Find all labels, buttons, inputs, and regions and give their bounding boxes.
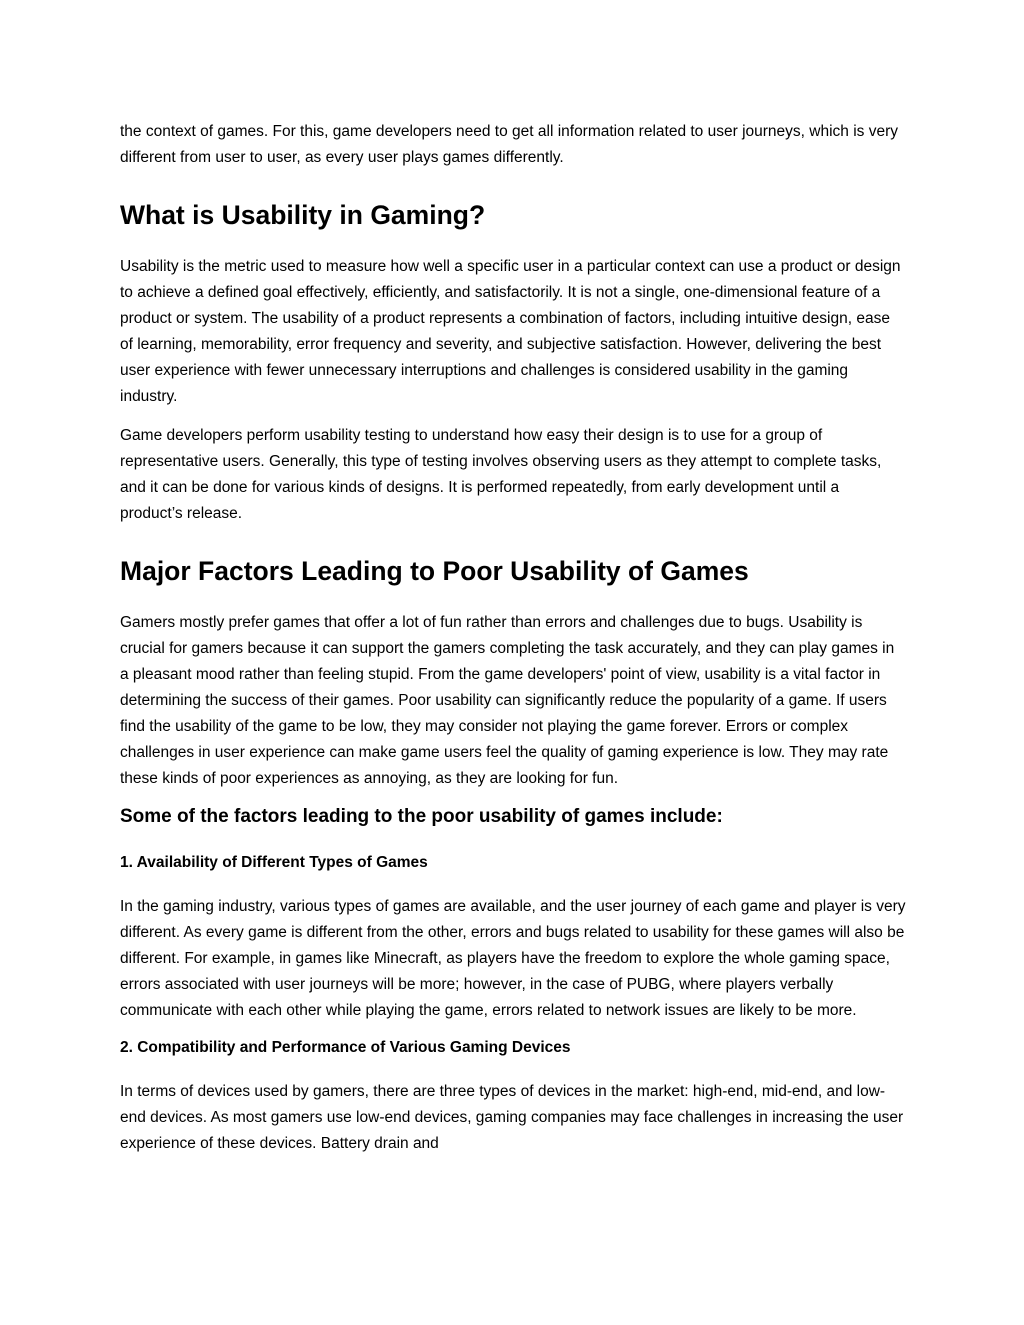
factor-title-compatibility: 2. Compatibility and Performance of Various Gaming Devices	[120, 1039, 571, 1056]
subheading-factors-list: Some of the factors leading to the poor usability of games include:	[120, 806, 723, 827]
factor-paragraph-compatibility: In terms of devices used by gamers, there are three types of devices in the market: high-end, mid-end, and low-end devices. As most gamers use low-end devices, gaming companies may face challenges in increasing the user experience of these devices. Battery drain and	[120, 1083, 904, 1152]
body-paragraph-usability-testing: Game developers perform usability testing to understand how easy their design is to use for a group of representative users. Generally, this type of testing involves observing users as they attempt to complete tasks, and it can be done for various kinds of designs. It is performed repeatedly, from early development until a product’s release.	[120, 427, 882, 522]
body-paragraph-gamers-preference: Gamers mostly prefer games that offer a lot of fun rather than errors and challenges due to bugs. Usability is crucial for gamers because it can support the gamers completing the task accurately, and they can play games in a pleasant mood rather than feeling stupid. From the game developers' point of view, usability is a vital factor in determining the success of their games. Poor usability can significantly reduce the popularity of a game. If users find the usability of the game to be low, they may consider not playing the game forever. Errors or complex challenges in user experience can make game users feel the quality of gaming experience is low. They may rate these kinds of poor experiences as annoying, as they are looking for fun.	[120, 614, 895, 787]
factor-title-availability: 1. Availability of Different Types of Games	[120, 854, 428, 871]
factor-paragraph-availability: In the gaming industry, various types of games are available, and the user journey of each game and player is very different. As every game is different from the other, errors and bugs related to usability for these games will also be different. For example, in games like Minecraft, as players have the freedom to explore the whole gaming space, errors associated with user journeys will be more; however, in the case of PUBG, where players verbally communicate with each other while playing the game, errors related to network issues are likely to be more.	[120, 898, 906, 1019]
section-heading-major-factors: Major Factors Leading to Poor Usability of Games	[120, 556, 749, 586]
intro-paragraph: the context of games. For this, game developers need to get all information related to user journeys, which is very different from user to user, as every user plays games differently.	[120, 123, 898, 166]
section-heading-usability-in-gaming: What is Usability in Gaming?	[120, 200, 486, 230]
body-paragraph-usability-definition: Usability is the metric used to measure how well a specific user in a particular context can use a product or design to achieve a defined goal effectively, efficiently, and satisfactorily. It is not a single, one-dimensional feature of a product or system. The usability of a product represents a combination of factors, including intuitive design, ease of learning, memorability, error frequency and severity, and subjective satisfaction. However, delivering the best user experience with fewer unnecessary interruptions and challenges is considered usability in the gaming industry.	[120, 258, 901, 405]
